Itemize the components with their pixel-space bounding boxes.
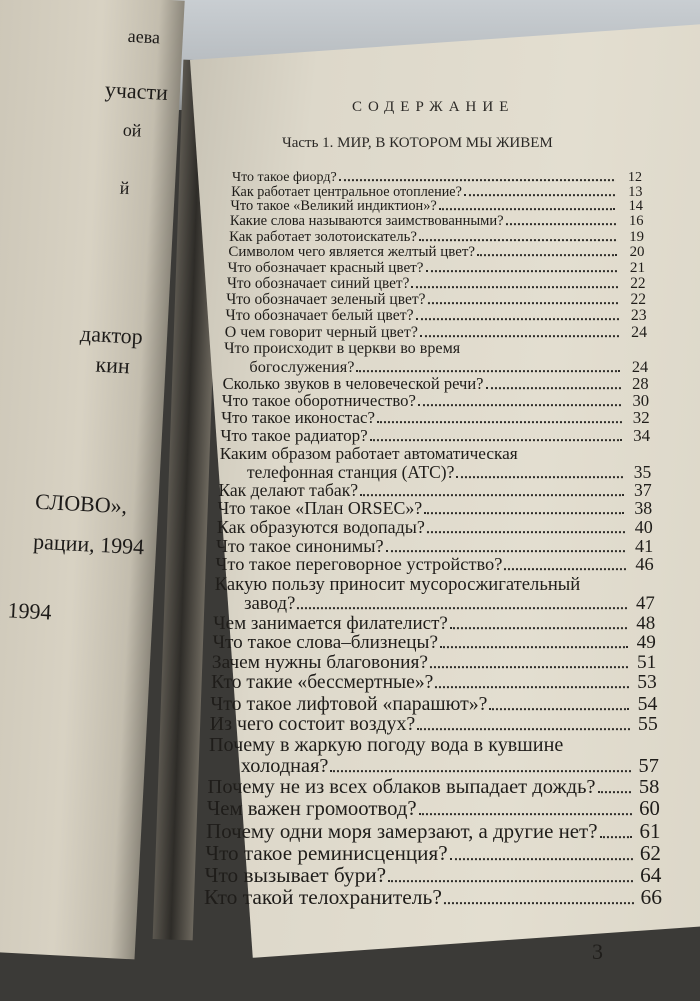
toc-entry-title: Что вызывает бури?: [205, 863, 386, 888]
page-number: 3: [592, 939, 603, 965]
toc-entry: [213, 613, 655, 635]
part-title: Часть 1. МИР, В КОТОРОМ МЫ ЖИВЕМ: [282, 135, 553, 152]
leader-dots: [450, 843, 633, 860]
toc-heading: СОДЕРЖАНИЕ: [352, 99, 514, 116]
toc-entry-title: холодная?: [208, 755, 328, 778]
toc-entry-page: 64: [635, 863, 661, 888]
toc-entry-title: О чем говорит черный цвет?: [225, 324, 418, 342]
leader-dots: [426, 260, 618, 273]
leader-dots: [427, 518, 625, 533]
leader-dots: [419, 798, 632, 815]
leader-dots: [377, 410, 622, 424]
toc-entry-page: 19: [618, 229, 644, 246]
toc-entry-page: 30: [623, 391, 649, 411]
toc-entry-page: 38: [626, 498, 652, 519]
toc-entry-title: Что такое слова–близнецы?: [213, 632, 438, 654]
toc-entry-title: Что такое радиатор?: [220, 426, 367, 446]
leader-dots: [504, 556, 625, 571]
leader-dots: [388, 865, 633, 882]
toc-entry-page: 57: [633, 755, 659, 778]
leader-dots: [477, 244, 616, 256]
left-page-fragment: участи: [104, 77, 168, 106]
toc-entry-page: 61: [634, 819, 660, 844]
toc-entry-page: 13: [616, 184, 642, 201]
toc-entry-title: Что такое иконостас?: [221, 409, 375, 429]
toc-entry-page: 23: [621, 307, 647, 325]
toc-entry: [226, 307, 647, 325]
leader-dots: [417, 715, 630, 731]
leader-dots: [339, 169, 614, 181]
toc-entry-title: Какие слова называются заимствованными?: [230, 214, 504, 231]
leader-dots: [411, 276, 617, 289]
toc-entry: [211, 673, 657, 695]
leader-dots: [456, 464, 623, 478]
toc-entry-title: Чем занимается филателист?: [213, 613, 448, 635]
left-page-fragment: СЛОВО»,: [35, 489, 128, 520]
toc-entry-title: Зачем нужны благовония?: [212, 652, 428, 674]
leader-dots: [297, 594, 626, 609]
toc-entry-title: Как образуются водопады?: [217, 517, 425, 538]
toc-entry-page: 66: [636, 885, 662, 910]
toc-entry-title: Что обозначает зеленый цвет?: [226, 291, 425, 309]
left-page-fragment: й: [119, 178, 130, 199]
leader-dots: [439, 198, 615, 210]
toc-entry: [208, 776, 660, 799]
toc-entry-page: 54: [631, 693, 657, 716]
toc-entry-title: Что происходит в церкви во время: [224, 341, 460, 359]
leader-dots: [356, 359, 620, 372]
toc-entry-page: 49: [630, 632, 656, 654]
leader-dots: [489, 694, 629, 710]
left-page-fragment: ой: [122, 120, 142, 142]
toc-entry-page: 40: [627, 517, 653, 538]
toc-entry: [216, 536, 653, 557]
toc-entry: [207, 798, 660, 821]
leader-dots: [485, 375, 620, 389]
leader-dots: [430, 653, 628, 669]
toc-entry-title: Чем важен громоотвод?: [207, 798, 417, 821]
leader-dots: [440, 633, 628, 648]
right-page: [190, 21, 700, 958]
toc-entry-title: Как делают табак?: [218, 480, 358, 501]
toc-entry-title: Что обозначает белый цвет?: [226, 307, 414, 325]
toc-entry-page: 28: [623, 374, 649, 394]
toc-entry: [210, 714, 658, 737]
toc-entry-title: Что такое «Великий индиктион»?: [231, 199, 437, 216]
left-page-fragment: аева: [127, 26, 160, 49]
toc-entry-title: Как работает центральное отопление?: [231, 184, 462, 201]
toc-entry-page: 14: [617, 199, 643, 216]
toc-entry-page: 22: [620, 291, 646, 309]
toc-entry: [210, 693, 657, 716]
toc-entry-page: 62: [635, 841, 661, 866]
toc-entry-title: телефонная станция (АТС)?: [219, 462, 454, 483]
toc-entry-title: Что такое оборотничество?: [222, 391, 416, 411]
leader-dots: [420, 324, 619, 337]
toc-entry-title: Что такое фиорд?: [232, 170, 337, 186]
toc-entry-page: 35: [625, 462, 651, 483]
toc-entry-title: Что обозначает красный цвет?: [228, 260, 424, 278]
toc-entry-page: 34: [624, 426, 650, 446]
leader-dots: [419, 229, 616, 241]
toc-entry-page: 53: [631, 673, 657, 695]
toc-entry-page: 32: [624, 409, 650, 429]
toc-entry-page: 21: [619, 260, 645, 278]
toc-entry-page: 20: [619, 244, 645, 261]
toc-entry-page: 16: [618, 214, 644, 231]
toc-entry-page: 41: [627, 536, 653, 557]
toc-entry-title: Что такое лифтовой «парашют»?: [210, 693, 487, 716]
leader-dots: [360, 482, 624, 496]
toc-entry-page: 51: [630, 652, 656, 674]
toc-entry-title: Что обозначает синий цвет?: [227, 275, 409, 293]
leader-dots: [506, 213, 616, 225]
toc-entry-page: 55: [632, 714, 658, 737]
toc-entry-page: 47: [629, 593, 655, 615]
toc-entry-title: Какую пользу приносит мусоросжигательный: [215, 574, 581, 596]
leader-dots: [330, 756, 630, 772]
toc-entry-page: 12: [616, 170, 642, 186]
table-of-contents: [202, 59, 700, 939]
toc-entry-title: Что такое синонимы?: [216, 536, 383, 557]
toc-entry: [204, 885, 662, 910]
leader-dots: [418, 393, 621, 407]
toc-entry-title: Кто такие «бессмертные»?: [211, 673, 433, 695]
toc-entry: [208, 755, 659, 778]
toc-entry-title: Символом чего является желтый цвет?: [228, 244, 475, 261]
leader-dots: [424, 500, 624, 514]
leader-dots: [416, 307, 619, 320]
toc-entry-title: Что такое переговорное устройство?: [215, 555, 502, 576]
leader-dots: [370, 427, 622, 441]
toc-entry-page: 48: [629, 613, 655, 635]
leader-dots: [428, 291, 619, 304]
left-page-fragment: 1994: [7, 597, 52, 625]
toc-entry-title: завод?: [214, 593, 295, 615]
toc-entry-title: Сколько звуков в человеческой речи?: [223, 374, 484, 394]
toc-entry-title: Как работает золотоискатель?: [229, 229, 417, 246]
toc-entry-page: 24: [621, 324, 647, 342]
leader-dots: [386, 537, 626, 552]
toc-entry: [215, 555, 653, 576]
toc-entry-title: Кто такой телохранитель?: [204, 885, 442, 910]
leader-dots: [435, 673, 628, 689]
toc-entry-title: Что такое «План ORSEC»?: [218, 498, 423, 519]
leader-dots: [444, 887, 634, 904]
toc-entry-title: Каким образом работает автоматическая: [220, 444, 518, 464]
toc-entry-page: 37: [626, 480, 652, 501]
leader-dots: [464, 184, 615, 196]
toc-entry: [225, 324, 647, 342]
toc-entry-title: богослужения?: [223, 357, 354, 377]
leader-dots: [598, 777, 632, 793]
toc-entry-title: Из чего состоит воздух?: [210, 714, 416, 737]
leader-dots: [599, 822, 632, 839]
left-page-fragment: кин: [95, 352, 131, 380]
toc-entry: [209, 734, 658, 757]
toc-entry: [224, 340, 648, 358]
toc-entry-page: 58: [633, 776, 659, 799]
toc-entry-title: Что такое реминисценция?: [205, 841, 447, 866]
toc-entry-page: 46: [628, 555, 654, 576]
leader-dots: [450, 613, 627, 628]
toc-entry-title: Почему одни моря замерзают, а другие нет?: [206, 819, 597, 844]
left-page-fragment: рации, 1994: [33, 529, 145, 561]
toc-entry: [213, 632, 656, 654]
toc-entry-page: 24: [622, 357, 648, 377]
toc-entry: [212, 652, 656, 674]
toc-entry-title: Почему не из всех облаков выпадает дождь?: [208, 776, 596, 799]
left-page-fragment: дактор: [79, 321, 143, 350]
toc-entry-title: Почему в жаркую погоду вода в кувшине: [209, 734, 563, 757]
toc-entry-page: 22: [620, 275, 646, 293]
toc-entry-page: 60: [634, 798, 660, 821]
